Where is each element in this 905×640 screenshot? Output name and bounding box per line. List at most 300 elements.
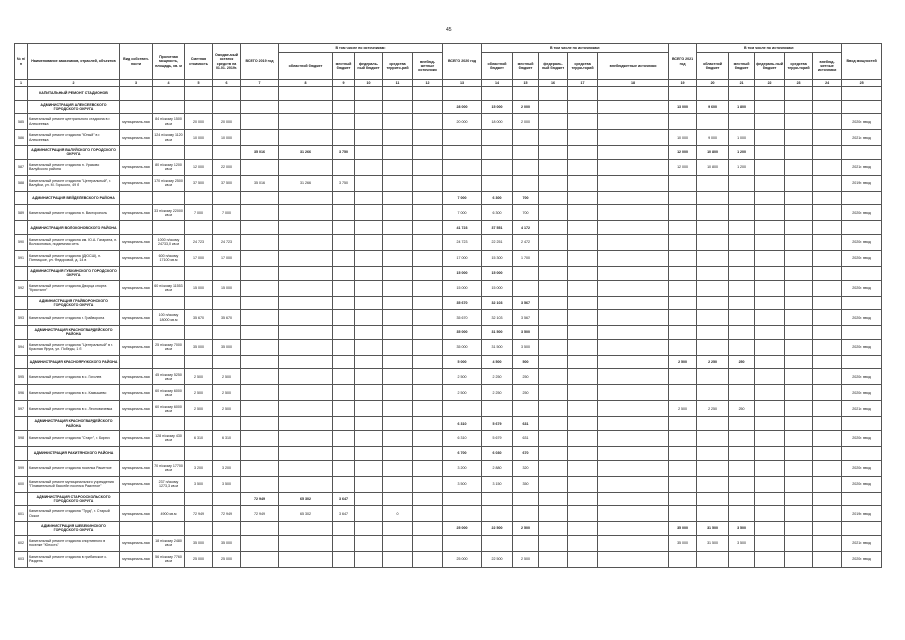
value-cell	[279, 460, 333, 476]
value-cell	[813, 460, 842, 476]
value-cell	[241, 446, 279, 460]
value-cell	[669, 296, 697, 310]
value-cell	[333, 191, 355, 205]
column-number: 14	[482, 80, 513, 87]
value-cell	[697, 492, 729, 506]
value-cell	[482, 146, 513, 160]
object-name-cell: АДМИНИСТРАЦИЯ ГРАЙВОРОНСКОГО ГОРОДСКОГО ОКРУГА	[28, 296, 120, 310]
value-cell	[241, 296, 279, 310]
table-row	[15, 234, 882, 250]
value-cell	[568, 234, 598, 250]
value-cell: 72 949	[185, 506, 213, 522]
value-cell	[333, 535, 355, 551]
column-number: 6	[213, 80, 241, 87]
value-cell	[697, 476, 729, 492]
value-cell	[755, 100, 785, 114]
value-cell	[383, 385, 413, 401]
value-cell	[355, 522, 383, 536]
value-cell	[539, 221, 568, 235]
column-numbers-row	[15, 80, 882, 87]
value-cell	[355, 310, 383, 326]
value-cell	[755, 417, 785, 431]
table-body	[15, 87, 882, 568]
value-cell: 1 200	[729, 159, 755, 175]
value-cell	[355, 506, 383, 522]
value-cell: 3 500	[185, 476, 213, 492]
value-cell	[729, 221, 755, 235]
value-cell	[413, 506, 443, 522]
value-cell	[539, 369, 568, 385]
value-cell	[279, 476, 333, 492]
value-cell	[241, 114, 279, 130]
value-cell	[355, 191, 383, 205]
row-number-cell: 599	[15, 460, 28, 476]
value-cell	[785, 355, 813, 369]
value-cell	[785, 326, 813, 340]
value-cell	[279, 159, 333, 175]
value-cell	[185, 417, 213, 431]
value-cell: 3 500	[513, 326, 539, 340]
value-cell	[383, 369, 413, 385]
value-cell	[383, 114, 413, 130]
value-cell	[383, 430, 413, 446]
value-cell	[279, 130, 333, 146]
value-cell	[842, 221, 882, 235]
value-cell	[413, 175, 443, 191]
table-row	[15, 114, 882, 130]
value-cell	[755, 250, 785, 266]
row-number-cell	[15, 87, 28, 101]
value-cell	[383, 492, 413, 506]
value-cell	[785, 191, 813, 205]
value-cell	[539, 446, 568, 460]
object-name-cell: Капитальный ремонт стадиона поселка Ракитное	[28, 460, 120, 476]
value-cell	[120, 87, 153, 101]
value-cell	[355, 114, 383, 130]
value-cell	[482, 159, 513, 175]
column-number: 22	[755, 80, 785, 87]
value-cell: 6 300	[482, 191, 513, 205]
value-cell: 3 500	[729, 535, 755, 551]
col-total-2021-header: ВСЕГО 2021 год	[669, 44, 697, 80]
sources-2020-header: В том числе по источникам:	[482, 44, 669, 53]
value-cell	[669, 551, 697, 567]
value-cell	[279, 355, 333, 369]
value-cell	[813, 385, 842, 401]
row-number-cell	[15, 146, 28, 160]
value-cell	[697, 191, 729, 205]
value-cell	[153, 446, 185, 460]
value-cell: 5 679	[482, 417, 513, 431]
row-number-cell	[15, 191, 28, 205]
value-cell	[785, 159, 813, 175]
value-cell: 22 500	[482, 551, 513, 567]
value-cell	[383, 175, 413, 191]
value-cell	[755, 476, 785, 492]
column-number: 21	[729, 80, 755, 87]
value-cell	[568, 430, 598, 446]
value-cell: 4 500	[482, 355, 513, 369]
value-cell	[813, 280, 842, 296]
section-row	[15, 326, 882, 340]
value-cell	[729, 385, 755, 401]
value-cell	[598, 250, 669, 266]
value-cell	[568, 355, 598, 369]
value-cell: муниципаль-ная	[120, 430, 153, 446]
value-cell: 6 700	[443, 446, 482, 460]
value-cell	[785, 175, 813, 191]
value-cell	[539, 476, 568, 492]
value-cell	[413, 535, 443, 551]
value-cell: 2020г. ввод	[842, 460, 882, 476]
value-cell	[755, 296, 785, 310]
column-number: 17	[568, 80, 598, 87]
value-cell	[383, 522, 413, 536]
value-cell	[279, 234, 333, 250]
value-cell	[413, 326, 443, 340]
value-cell	[598, 339, 669, 355]
value-cell	[598, 522, 669, 536]
value-cell	[755, 87, 785, 101]
value-cell: муниципаль-ная	[120, 175, 153, 191]
value-cell: 37 500	[185, 175, 213, 191]
value-cell	[185, 492, 213, 506]
value-cell: 6 030	[482, 446, 513, 460]
value-cell: 15 000	[443, 280, 482, 296]
value-cell: 2020г. ввод	[842, 250, 882, 266]
value-cell: 600 п/скому 17100 кв.м	[153, 250, 185, 266]
value-cell	[241, 339, 279, 355]
value-cell: 2020г. ввод	[842, 476, 882, 492]
value-cell	[729, 87, 755, 101]
value-cell	[669, 114, 697, 130]
value-cell	[279, 280, 333, 296]
value-cell	[598, 551, 669, 567]
row-number-cell: 593	[15, 310, 28, 326]
value-cell	[355, 280, 383, 296]
value-cell	[355, 492, 383, 506]
value-cell: 60 п/скому 6000 кв.м	[153, 385, 185, 401]
value-cell	[355, 205, 383, 221]
value-cell	[785, 551, 813, 567]
value-cell	[185, 446, 213, 460]
object-name-cell: Капитальный ремонт стадиона в с. Камышево	[28, 385, 120, 401]
value-cell	[729, 175, 755, 191]
value-cell: 3 567	[513, 296, 539, 310]
value-cell: 35 000	[443, 326, 482, 340]
value-cell	[333, 551, 355, 567]
value-cell	[669, 369, 697, 385]
value-cell: 2 500	[185, 385, 213, 401]
value-cell	[355, 146, 383, 160]
value-cell	[568, 159, 598, 175]
value-cell: 1000 п/скому 24733,0 кв.м	[153, 234, 185, 250]
column-number: 3	[120, 80, 153, 87]
value-cell	[333, 310, 355, 326]
value-cell	[413, 296, 443, 310]
value-cell	[355, 446, 383, 460]
value-cell	[785, 446, 813, 460]
object-name-cell: Капитальный ремонт стадиона "Юный" в г. Алексеевка	[28, 130, 120, 146]
value-cell	[539, 401, 568, 417]
value-cell	[513, 280, 539, 296]
value-cell	[213, 266, 241, 280]
value-cell	[598, 476, 669, 492]
value-cell	[785, 146, 813, 160]
value-cell	[279, 310, 333, 326]
value-cell	[413, 339, 443, 355]
row-number-cell: 597	[15, 401, 28, 417]
value-cell	[413, 369, 443, 385]
value-cell	[729, 506, 755, 522]
value-cell: 7 000	[443, 191, 482, 205]
value-cell	[185, 146, 213, 160]
value-cell	[413, 234, 443, 250]
value-cell: 17 000	[443, 250, 482, 266]
value-cell	[279, 250, 333, 266]
value-cell	[333, 385, 355, 401]
value-cell	[568, 130, 598, 146]
value-cell	[333, 250, 355, 266]
value-cell	[482, 87, 513, 101]
value-cell	[279, 369, 333, 385]
value-cell	[213, 522, 241, 536]
value-cell	[153, 146, 185, 160]
value-cell: муниципаль-ная	[120, 280, 153, 296]
sub-header: средства терри-торий	[568, 53, 598, 80]
value-cell	[333, 234, 355, 250]
value-cell	[120, 326, 153, 340]
value-cell: 1 700	[513, 250, 539, 266]
value-cell: 10 800	[697, 146, 729, 160]
value-cell	[355, 234, 383, 250]
value-cell	[755, 326, 785, 340]
value-cell	[213, 87, 241, 101]
value-cell	[785, 296, 813, 310]
value-cell	[755, 234, 785, 250]
value-cell	[241, 221, 279, 235]
value-cell	[413, 250, 443, 266]
value-cell	[539, 250, 568, 266]
value-cell: 700	[513, 205, 539, 221]
value-cell	[598, 87, 669, 101]
value-cell	[842, 191, 882, 205]
value-cell	[241, 310, 279, 326]
value-cell	[598, 234, 669, 250]
value-cell: 2 500	[213, 401, 241, 417]
value-cell	[153, 266, 185, 280]
value-cell	[598, 221, 669, 235]
value-cell	[413, 114, 443, 130]
value-cell	[813, 100, 842, 114]
value-cell	[383, 221, 413, 235]
value-cell: 2 500	[213, 369, 241, 385]
value-cell: 70 п/скому 17700 кв.м	[153, 460, 185, 476]
value-cell	[443, 492, 482, 506]
value-cell	[383, 191, 413, 205]
value-cell	[568, 326, 598, 340]
row-number-cell: 603	[15, 551, 28, 567]
value-cell	[213, 446, 241, 460]
value-cell	[443, 87, 482, 101]
value-cell: 18 000	[482, 114, 513, 130]
value-cell	[813, 476, 842, 492]
value-cell	[755, 385, 785, 401]
value-cell	[241, 205, 279, 221]
value-cell	[355, 326, 383, 340]
value-cell	[568, 339, 598, 355]
row-number-cell	[15, 446, 28, 460]
value-cell	[813, 401, 842, 417]
value-cell	[279, 522, 333, 536]
value-cell	[697, 551, 729, 567]
value-cell	[213, 191, 241, 205]
value-cell: 3 500	[729, 522, 755, 536]
value-cell: 3 750	[333, 146, 355, 160]
value-cell	[333, 326, 355, 340]
value-cell: 15 000	[443, 266, 482, 280]
value-cell	[279, 221, 333, 235]
value-cell	[729, 430, 755, 446]
value-cell	[755, 280, 785, 296]
value-cell: 2020г. ввод	[842, 205, 882, 221]
value-cell	[482, 130, 513, 146]
column-number: 12	[413, 80, 443, 87]
value-cell	[513, 266, 539, 280]
value-cell: 35 670	[185, 310, 213, 326]
value-cell	[669, 446, 697, 460]
table-row	[15, 250, 882, 266]
value-cell	[153, 355, 185, 369]
value-cell: 6 310	[443, 430, 482, 446]
value-cell	[669, 205, 697, 221]
value-cell	[813, 175, 842, 191]
row-number-cell: 598	[15, 430, 28, 446]
column-number: 7	[241, 80, 279, 87]
value-cell	[669, 339, 697, 355]
value-cell: 35 016	[241, 175, 279, 191]
col-num-header: № п/п	[15, 44, 28, 80]
value-cell	[697, 234, 729, 250]
col-name-header: Наименование заказчиков, отраслей, объектов	[28, 44, 120, 80]
value-cell: 37 500	[213, 175, 241, 191]
value-cell	[241, 460, 279, 476]
value-cell	[120, 221, 153, 235]
object-name-cell: Капитальный ремонт стадиона "Центральный", г. Валуйки, ул. М. Горького, 49 б	[28, 175, 120, 191]
column-number: 20	[697, 80, 729, 87]
value-cell	[598, 280, 669, 296]
value-cell: 35 000	[669, 522, 697, 536]
value-cell	[241, 266, 279, 280]
value-cell	[513, 401, 539, 417]
sub-header: средства террито-рий	[383, 53, 413, 80]
value-cell	[697, 221, 729, 235]
value-cell	[568, 100, 598, 114]
value-cell: 35 016	[241, 146, 279, 160]
value-cell	[539, 506, 568, 522]
value-cell	[729, 476, 755, 492]
sub-header: местный бюджет	[729, 53, 755, 80]
value-cell: 2 500	[669, 401, 697, 417]
value-cell: 2020г. ввод	[842, 280, 882, 296]
value-cell	[697, 280, 729, 296]
value-cell: 25 000	[443, 522, 482, 536]
value-cell	[383, 476, 413, 492]
value-cell	[241, 551, 279, 567]
column-number: 8	[279, 80, 333, 87]
value-cell: 24 723	[185, 234, 213, 250]
value-cell	[598, 175, 669, 191]
value-cell	[279, 446, 333, 460]
object-name-cell: АДМИНИСТРАЦИЯ ВЕЙДЕЛЕВСКОГО РАЙОНА	[28, 191, 120, 205]
section-row	[15, 221, 882, 235]
value-cell	[598, 146, 669, 160]
value-cell	[120, 266, 153, 280]
value-cell	[355, 266, 383, 280]
object-name-cell: Капитальный ремонт стадиона в с. Гоголев	[28, 369, 120, 385]
value-cell	[785, 430, 813, 446]
value-cell	[383, 535, 413, 551]
value-cell: 3 150	[482, 476, 513, 492]
value-cell	[697, 506, 729, 522]
value-cell	[355, 159, 383, 175]
value-cell: муниципаль-ная	[120, 369, 153, 385]
value-cell	[598, 114, 669, 130]
value-cell	[598, 130, 669, 146]
value-cell	[669, 310, 697, 326]
value-cell	[813, 355, 842, 369]
row-number-cell	[15, 221, 28, 235]
value-cell: 2020г. ввод	[842, 234, 882, 250]
value-cell	[355, 551, 383, 567]
value-cell	[755, 446, 785, 460]
value-cell	[539, 385, 568, 401]
col-capacity-header: Проектная мощность, площадь, кв. м	[153, 44, 185, 80]
object-name-cell: Капитальный ремонт муниципального учреждения "Плавательный бассейн поселка Ракитное"	[28, 476, 120, 492]
value-cell: 700	[513, 191, 539, 205]
value-cell	[785, 460, 813, 476]
value-cell	[697, 310, 729, 326]
value-cell	[241, 130, 279, 146]
value-cell: 2021г. ввод	[842, 401, 882, 417]
value-cell	[120, 417, 153, 431]
value-cell: муниципаль-ная	[120, 250, 153, 266]
value-cell	[355, 417, 383, 431]
value-cell: 6 310	[443, 417, 482, 431]
value-cell	[842, 87, 882, 101]
value-cell: 31 500	[482, 326, 513, 340]
value-cell	[729, 114, 755, 130]
value-cell	[669, 460, 697, 476]
value-cell: 35 000	[213, 535, 241, 551]
value-cell: 2 500	[213, 385, 241, 401]
value-cell	[568, 401, 598, 417]
value-cell	[443, 159, 482, 175]
value-cell	[241, 522, 279, 536]
object-name-cell: АДМИНИСТРАЦИЯ АЛЕКСЕЕВСКОГО ГОРОДСКОГО ОКРУГА	[28, 100, 120, 114]
value-cell: 2020г. ввод	[842, 369, 882, 385]
table-row	[15, 130, 882, 146]
value-cell	[598, 296, 669, 310]
value-cell: 7 000	[185, 205, 213, 221]
value-cell	[697, 326, 729, 340]
value-cell	[413, 551, 443, 567]
value-cell	[697, 369, 729, 385]
value-cell	[413, 87, 443, 101]
sub-header: внебюд-жетные источники	[813, 53, 842, 80]
value-cell: 1 200	[729, 146, 755, 160]
object-name-cell: Капитальный ремонт стадиона г. Грайворона	[28, 310, 120, 326]
